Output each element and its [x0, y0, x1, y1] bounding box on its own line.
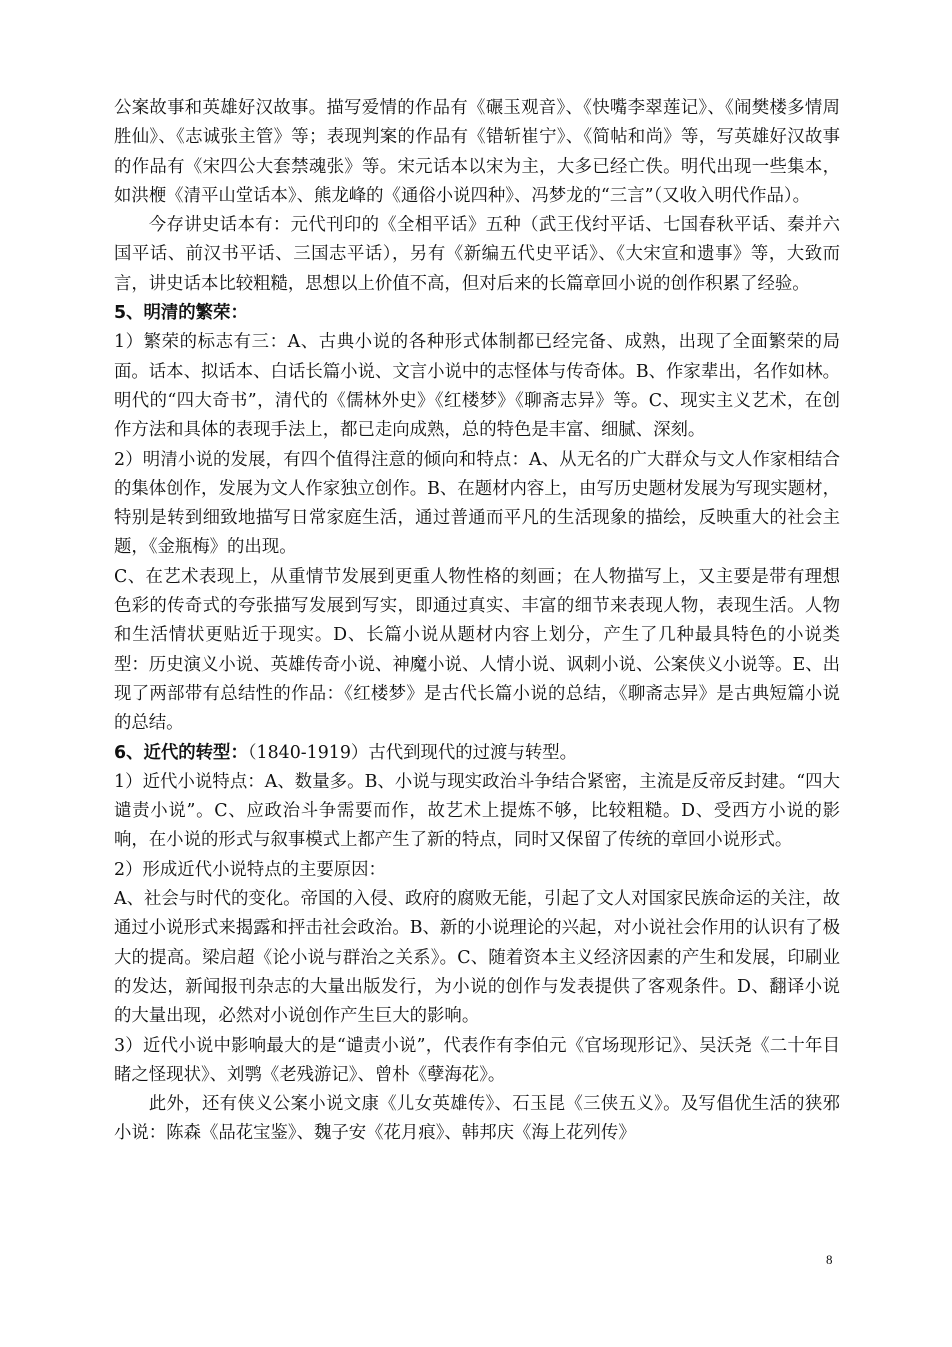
- paragraph-causes: A、社会与时代的变化。帝国的入侵、政府的腐败无能，引起了文人对国家民族命运的关注，故通过小说形式来揭露和抨击社会政治。B、新的小说理论的兴起，对小说社会作用的认识有了极大的提高。梁启超《论小说与群治之关系》。C、随着资本主义经济因素的产生和发展，印刷业的发达，新闻报刊杂志的大量出版发行，为小说的创作与发表提供了客观条件。D、翻译小说的大量出现，必然对小说创作产生巨大的影响。: [114, 889, 840, 1027]
- section-heading-6: [114, 739, 840, 768]
- body-text: [114, 94, 840, 1149]
- page-number: 8: [826, 1252, 833, 1267]
- paragraph-modern-features: 1）近代小说特点：A、数量多。B、小说与现实政治斗争结合紧密，主流是反帝反封建。“四大谴责小说”。C、应政治斗争需要而作，故艺术上提炼不够，比较粗糙。D、受西方小说的影响，在小说的形式与叙事模式上都产生了新的特点，同时又保留了传统的章回小说形式。: [114, 771, 840, 851]
- paragraph-artistic-expression: C、在艺术表现上，从重情节发展到更重人物性格的刻画；在人物描写上，又主要是带有理想色彩的传奇式的夸张描写发展到写实，即通过真实、丰富的细节来表现人物，表现生活。人物和生活情状更贴近于现实。D、长篇小说从题材内容上划分，产生了几种最具特色的小说类型：历史演义小说、英雄传奇小说、神魔小说、人情小说、讽刺小说、公案侠义小说等。E、出现了两部带有总结性的作品：《红楼梦》是古代长篇小说的总结，《聊斋志异》是古典短篇小说的总结。: [114, 566, 840, 734]
- section-heading-6-title: 6、近代的转型：: [114, 742, 248, 763]
- paragraph-huaben-themes: 公案故事和英雄好汉故事。描写爱情的作品有《碾玉观音》、《快嘴李翠莲记》、《闹樊楼多情周胜仙》、《志诚张主管》等；表现判案的作品有《错斩崔宁》、《简帖和尚》等，写英雄好汉故事的作品有《宋四公大套禁魂张》等。宋元话本以宋为主，大多已经亡佚。明代出现一些集本，如洪楩《清平山堂话本》、熊龙峰的《通俗小说四种》、冯梦龙的“三言”（又收入明代作品）。: [114, 98, 840, 206]
- section-heading-6-subtitle: （1840-1919）古代到现代的过渡与转型。: [247, 742, 578, 763]
- paragraph-development-trends: 2）明清小说的发展，有四个值得注意的倾向和特点：A、从无名的广大群众与文人作家相结合的集体创作，发展为文人作家独立创作。B、在题材内容上，由写历史题材发展为写现实题材，特别是转到细致地描写日常家庭生活，通过普通而平凡的生活现象的描绘，反映重大的社会主题，《金瓶梅》的出现。: [114, 449, 840, 558]
- paragraph-other-novels: 此外，还有侠义公案小说文康《儿女英雄传》、石玉昆《三侠五义》。及写倡优生活的狭邪小说：陈森《品花宝鉴》、魏子安《花月痕》、韩邦庆《海上花列传》: [114, 1094, 840, 1144]
- paragraph-qianze-novels: 3）近代小说中影响最大的是“谴责小说”，代表作有李伯元《官场现形记》、吴沃尧《二十年目睹之怪现状》、刘鹗《老残游记》、曾朴《孽海花》。: [114, 1035, 840, 1085]
- paragraph-prosperity-signs: 1）繁荣的标志有三：A、古典小说的各种形式体制都已经完备、成熟，出现了全面繁荣的局面。话本、拟话本、白话长篇小说、文言小说中的志怪体与传奇体。B、作家辈出，名作如林。明代的“四大奇书”，清代的《儒林外史》《红楼梦》《聊斋志异》等。C、现实主义艺术，在创作方法和具体的表现手法上，都已走向成熟，总的特色是丰富、细腻、深刻。: [114, 332, 840, 441]
- paragraph-causes-heading: 2）形成近代小说特点的主要原因：: [114, 859, 386, 880]
- section-heading-5: 5、明清的繁荣：: [114, 303, 248, 324]
- paragraph-jiangshi-huaben: 今存讲史话本有：元代刊印的《全相平话》五种（武王伐纣平话、七国春秋平话、秦并六国平话、前汉书平话、三国志平话），另有《新编五代史平话》、《大宋宣和遗事》等，大致而言，讲史话本比较粗糙，思想以上价值不高，但对后来的长篇章回小说的创作积累了经验。: [114, 215, 840, 294]
